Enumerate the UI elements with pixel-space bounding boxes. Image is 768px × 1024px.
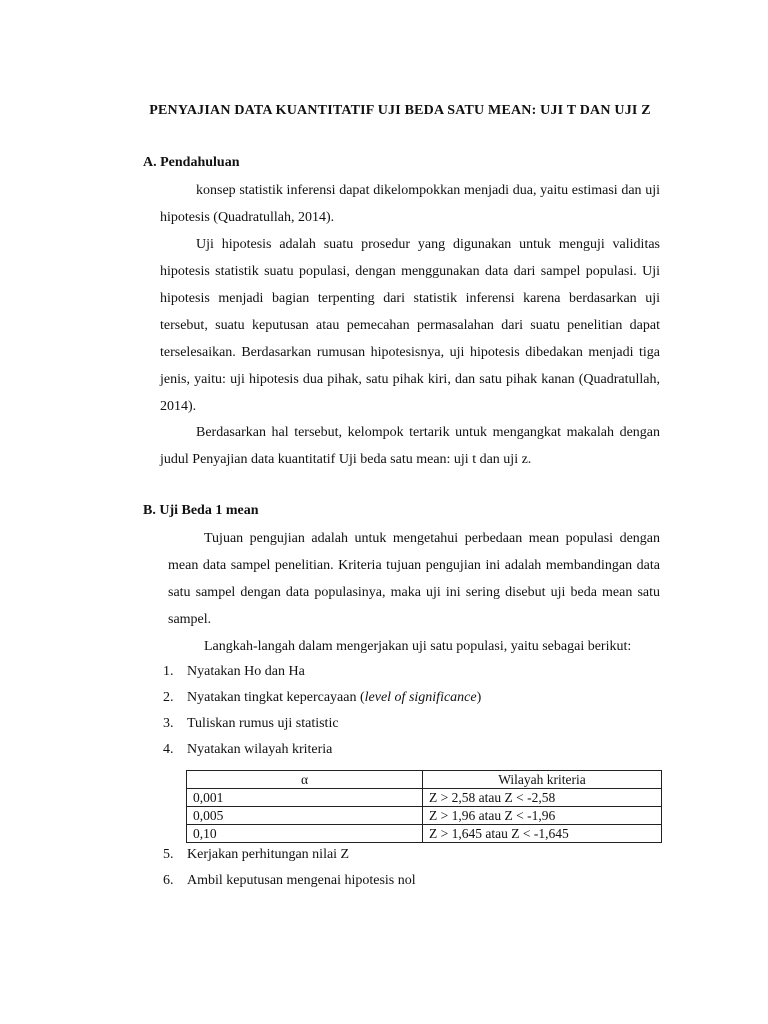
list-number: 6. [163,873,174,888]
list-text: Ambil keputusan mengenai hipotesis nol [187,873,416,888]
steps-list-2 [163,842,683,894]
table-cell: Z > 2,58 atau Z < -2,58 [423,789,662,807]
list-number: 4. [163,742,174,757]
list-item [163,868,683,894]
section-a-paragraph-1 [160,177,660,231]
list-text: Nyatakan wilayah kriteria [187,742,333,757]
section-a-paragraph-1-text: konsep statistik inferensi dapat dikelompokkan menjadi dua, yaitu estimasi dan uji hipotesis (Quadratullah, 2014). [160,183,660,225]
list-text [187,685,481,711]
list-item [163,737,683,763]
section-a-paragraph-3-text: Berdasarkan hal tersebut, kelompok tertarik untuk mengangkat makalah dengan judul Penyajian data kuantitatif Uji beda satu mean: uji t dan uji z. [160,425,660,467]
steps-list-1 [163,659,683,763]
section-a-heading: A. Pendahuluan [143,155,240,170]
list-text-italic: level of significance [364,690,477,705]
section-b-paragraph-1-text: Tujuan pengujian adalah untuk mengetahui perbedaan mean populasi dengan mean data sampel penelitian. Kriteria tujuan pengujian ini adalah membandingan data satu sampel dengan data populasinya, maka uji ini sering disebut uji beda mean satu sampel. [168,531,660,627]
criteria-header: Wilayah kriteria [423,771,662,789]
list-item [163,659,683,685]
list-number: 2. [163,690,174,705]
list-text: Tuliskan rumus uji statistic [187,716,339,731]
section-b-paragraph-2-text: Langkah-langah dalam mengerjakan uji satu populasi, yaitu sebagai berikut: [204,639,632,654]
table-cell: 0,001 [187,789,423,807]
list-text: Nyatakan Ho dan Ha [187,664,305,679]
list-item [163,711,683,737]
list-item [163,685,683,711]
section-b-paragraph-1 [168,525,660,633]
section-b-paragraph-2 [168,633,660,660]
table-cell: Z > 1,645 atau Z < -1,645 [423,825,662,843]
list-number: 3. [163,716,174,731]
table-cell: 0,10 [187,825,423,843]
table-cell: 0,005 [187,807,423,825]
table-row [187,789,662,807]
table-row [187,807,662,825]
table-row [187,825,662,843]
list-number: 5. [163,847,174,862]
section-b-heading: B. Uji Beda 1 mean [143,503,259,518]
alpha-header: α [187,771,423,789]
table-cell: Z > 1,96 atau Z < -1,96 [423,807,662,825]
list-item [163,842,683,868]
list-text-post: ) [476,690,482,705]
list-text: Kerjakan perhitungan nilai Z [187,847,350,862]
list-text-pre: Nyatakan tingkat kepercayaan ( [187,690,365,705]
section-a-paragraph-3 [160,419,660,473]
criteria-table [186,770,662,843]
document-title: PENYAJIAN DATA KUANTITATIF UJI BEDA SATU MEAN: UJI T DAN UJI Z [149,103,651,118]
table-header-row [187,771,662,789]
list-number: 1. [163,664,174,679]
section-a-paragraph-2 [160,231,660,420]
section-a-paragraph-2-text: Uji hipotesis adalah suatu prosedur yang digunakan untuk menguji validitas hipotesis statistik suatu populasi, dengan menggunakan data dari sampel populasi. Uji hipotesis menjadi bagian terpenting dari statistik inferensi karena berdasarkan uji tersebut, suatu keputusan atau pemecahan permasalahan dari suatu penelitian dapat terselesaikan. Berdasarkan rumusan hipotesisnya, uji hipotesis dibedakan menjadi tiga jenis, yaitu: uji hipotesis dua pihak, satu pihak kiri, dan satu pihak kanan (Quadratullah, 2014). [160,237,660,414]
